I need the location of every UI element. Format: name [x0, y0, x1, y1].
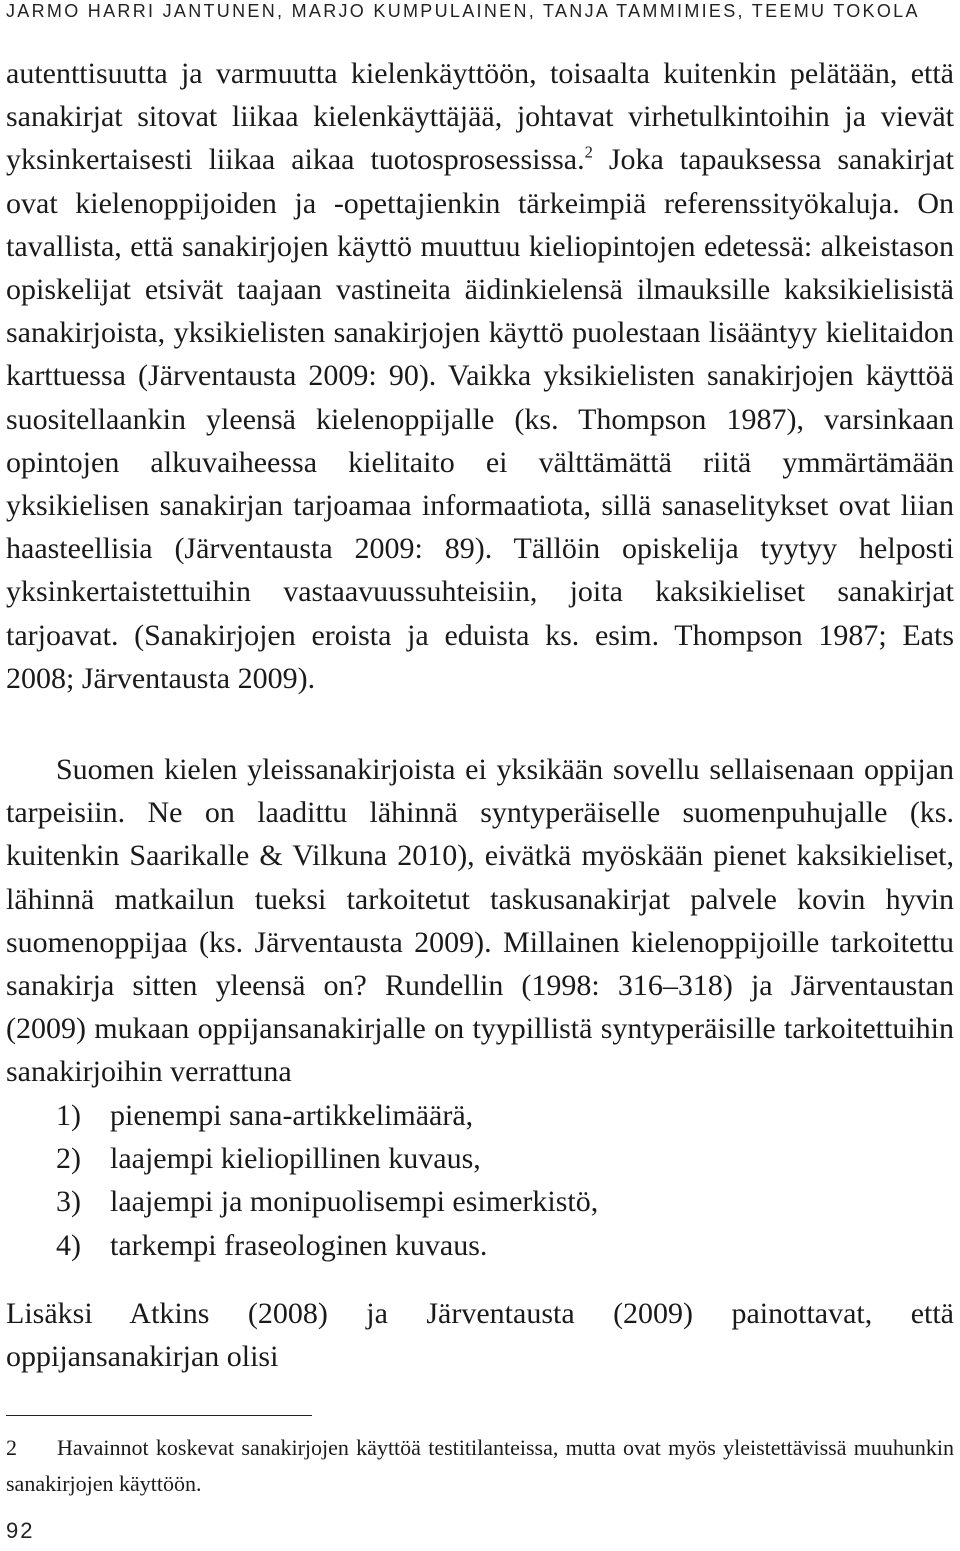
list-item-number: 2): [56, 1142, 81, 1176]
body-paragraph-3: Lisäksi Atkins (2008) ja Järventausta (2009) painottavat, että oppijansanakirjan olisi: [6, 1297, 954, 1374]
paragraph-1-text-a: autenttisuutta ja varmuutta kielenkäyttöön, toisaalta kuitenkin pelätään, että sanakirjat sitovat liikaa kielenkäyttäjää, johtavat virhetulkintoihin ja vievät yksinkertaisesti liikaa aikaa tuotosprosessissa.: [6, 57, 954, 177]
paragraph-1-text-b: Joka tapauksessa sanakirjat ovat kielenoppijoiden ja -opettajienkin tärkeimpiä referenssityökaluja. On tavallista, että sanakirjojen käyttö muuttuu kieliopintojen edetessä: alkeistason opiskelijat etsivät taajaan vastineita äidinkielensä ilmauksille kaksikielisistä sanakirjoista, yksikielisten sanakirjojen käyttö puolestaan lisääntyy kielitaidon karttuessa (Järventausta 2009: 90). Vaikka yksikielisten sanakirjojen käyttöä suositellaankin yleensä kielenoppijalle (ks. Thompson 1987), varsinkaan opintojen alkuvaiheessa kielitaito ei välttämättä riitä ymmärtämään yksikielisen sanakirjan tarjoamaa informaatiota, sillä sanaselitykset ovat liian haasteellisia (Järventausta 2009: 89). Tällöin opiskelija tyytyy helposti yksinkertaistettuihin vastaavuussuhteisiin, joita kaksikieliset sanakirjat tarjoavat. (Sanakirjojen eroista ja eduista ks. esim. Thompson 1987; Eats 2008; Järventausta 2009).: [6, 143, 954, 695]
footnote: [6, 1430, 954, 1502]
list-item: [56, 1224, 954, 1267]
feature-list: [56, 1094, 954, 1267]
list-item-text: tarkempi fraseologinen kuvaus.: [110, 1228, 488, 1262]
footnote-reference[interactable]: 2: [584, 142, 593, 162]
paragraph-2-text: Suomen kielen yleissanakirjoista ei yksikään sovellu sellaisenaan oppijan tarpeisiin. Ne on laadittu lähinnä syntyperäiselle suomenpuhujalle (ks. kuitenkin Saarikalle & Vilkuna 2010), eivätkä myöskään pienet kaksikieliset, lähinnä matkailun tueksi tarkoitetut taskusanakirjat palvele kovin hyvin suomenoppijaa (ks. Järventausta 2009). Millainen kielenoppijoille tarkoitettu sanakirja sitten yleensä on? Rundellin (1998: 316–318) ja Järventaustan (2009) mukaan oppijansanakirjalle on tyypillistä syntyperäisille tarkoitettuihin sanakirjoihin verrattuna: [6, 753, 954, 1089]
page-number: 92: [6, 1518, 35, 1543]
list-item: [56, 1137, 954, 1180]
footnote-text: Havainnot koskevat sanakirjojen käyttöä testitilanteissa, mutta ovat myös yleistettävissä muuhunkin sanakirjojen käyttöön.: [6, 1435, 954, 1496]
body-paragraph-1: [6, 52, 954, 700]
body-paragraph-2: [6, 748, 954, 1094]
list-item-number: 1): [56, 1099, 81, 1132]
running-header: JARMO HARRI JANTUNEN, MARJO KUMPULAINEN, TANJA TAMMIMIES, TEEMU TOKOLA: [6, 1, 920, 21]
list-item: [56, 1094, 954, 1137]
list-item-number: 4): [56, 1228, 81, 1262]
list-item-text: pienempi sana-artikkelimäärä,: [110, 1099, 474, 1132]
footnote-divider: [6, 1415, 312, 1416]
list-item-text: laajempi ja monipuolisempi esimerkistö,: [110, 1185, 599, 1219]
list-item-text: laajempi kieliopillinen kuvaus,: [110, 1142, 481, 1176]
list-item-number: 3): [56, 1185, 81, 1219]
list-item: [56, 1180, 954, 1223]
footnote-mark: 2: [6, 1435, 17, 1460]
